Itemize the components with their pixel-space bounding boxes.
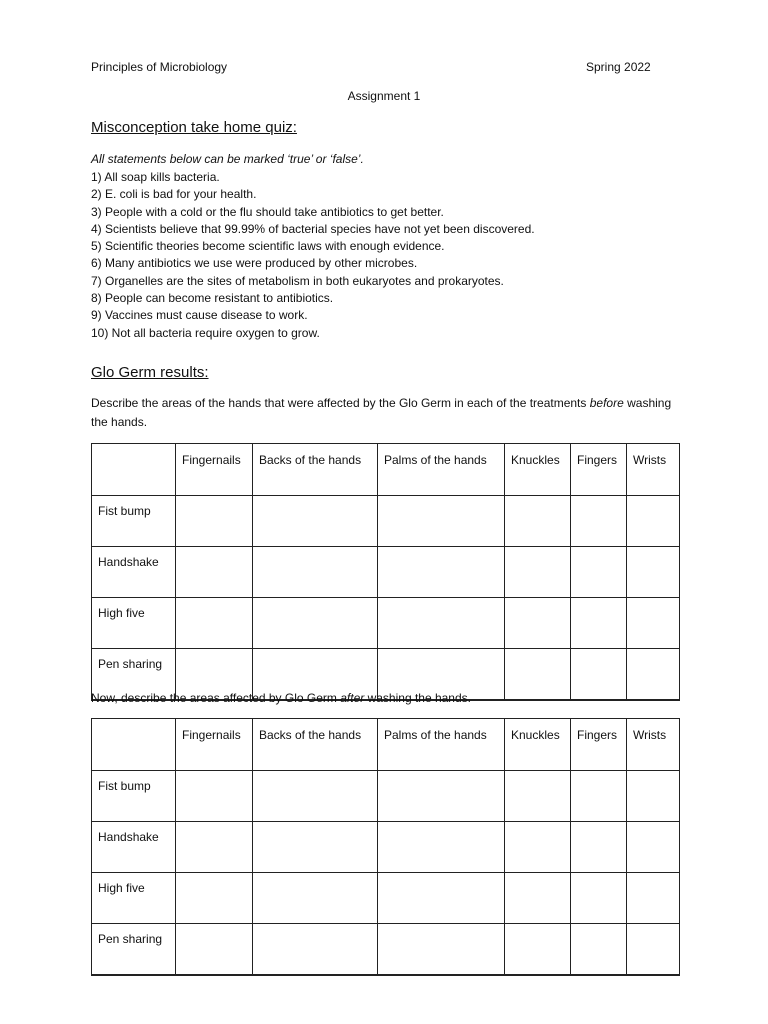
table-row <box>92 598 680 649</box>
answer-cell[interactable] <box>571 924 627 976</box>
column-header: Fingernails <box>176 719 253 771</box>
answer-cell[interactable] <box>253 598 378 649</box>
course-name: Principles of Microbiology <box>91 60 228 74</box>
statement: 1) All soap kills bacteria. <box>91 170 220 184</box>
answer-cell[interactable] <box>627 598 680 649</box>
answer-cell[interactable] <box>253 924 378 976</box>
quiz-intro: All statements below can be marked ‘true’ or ‘false’. <box>91 152 364 166</box>
after-results-table <box>91 718 680 976</box>
table-header-row <box>92 719 680 771</box>
statement: 3) People with a cold or the flu should take antibiotics to get better. <box>91 204 444 219</box>
column-header: Knuckles <box>505 444 571 496</box>
before-instructions <box>91 394 681 432</box>
answer-cell[interactable] <box>378 771 505 822</box>
row-label: High five <box>92 873 176 924</box>
table-row <box>92 822 680 873</box>
answer-cell[interactable] <box>176 924 253 976</box>
answer-cell[interactable] <box>505 924 571 976</box>
column-header: Wrists <box>627 719 680 771</box>
answer-cell[interactable] <box>505 598 571 649</box>
row-label: Handshake <box>92 547 176 598</box>
statement: 6) Many antibiotics we use were produced by other microbes. <box>91 256 418 271</box>
quiz-heading: Misconception take home quiz: <box>91 119 297 136</box>
before-text-part: Describe the areas of the hands that were affected by the Glo Germ in each of the treatments <box>91 396 590 410</box>
after-instructions <box>91 689 681 708</box>
column-header: Fingernails <box>176 444 253 496</box>
answer-cell[interactable] <box>253 496 378 547</box>
answer-cell[interactable] <box>378 822 505 873</box>
answer-cell[interactable] <box>571 547 627 598</box>
row-label: Pen sharing <box>92 924 176 976</box>
answer-cell[interactable] <box>505 496 571 547</box>
answer-cell[interactable] <box>253 873 378 924</box>
answer-cell[interactable] <box>176 547 253 598</box>
answer-cell[interactable] <box>176 822 253 873</box>
after-text-part: washing the hands. <box>364 691 471 705</box>
answer-cell[interactable] <box>378 598 505 649</box>
column-header: Knuckles <box>505 719 571 771</box>
table-row <box>92 547 680 598</box>
answer-cell[interactable] <box>505 822 571 873</box>
row-label: Fist bump <box>92 496 176 547</box>
answer-cell[interactable] <box>505 771 571 822</box>
column-header: Fingers <box>571 719 627 771</box>
answer-cell[interactable] <box>378 496 505 547</box>
before-emphasis: before <box>589 396 624 410</box>
before-results-table <box>91 443 680 701</box>
answer-cell[interactable] <box>253 771 378 822</box>
column-header: Wrists <box>627 444 680 496</box>
statement: 9) Vaccines must cause disease to work. <box>91 308 308 323</box>
answer-cell[interactable] <box>627 771 680 822</box>
glo-germ-heading: Glo Germ results: <box>91 364 209 381</box>
statement: 5) Scientific theories become scientific laws with enough evidence. <box>91 239 445 254</box>
answer-cell[interactable] <box>571 873 627 924</box>
answer-cell[interactable] <box>253 547 378 598</box>
table-row <box>92 924 680 976</box>
answer-cell[interactable] <box>627 496 680 547</box>
answer-cell[interactable] <box>253 822 378 873</box>
table-row <box>92 496 680 547</box>
table-header-row <box>92 444 680 496</box>
term: Spring 2022 <box>586 60 651 74</box>
column-header: Palms of the hands <box>378 444 505 496</box>
row-label: High five <box>92 598 176 649</box>
answer-cell[interactable] <box>571 598 627 649</box>
answer-cell[interactable] <box>378 924 505 976</box>
statement-list <box>91 169 535 342</box>
column-header: Backs of the hands <box>253 719 378 771</box>
statement: 2) E. coli is bad for your health. <box>91 187 257 202</box>
statement: 4) Scientists believe that 99.99% of bacterial species have not yet been discovered. <box>91 221 535 236</box>
corner-cell <box>92 719 176 771</box>
after-emphasis: after <box>340 691 365 705</box>
answer-cell[interactable] <box>176 873 253 924</box>
answer-cell[interactable] <box>505 547 571 598</box>
answer-cell[interactable] <box>627 924 680 976</box>
answer-cell[interactable] <box>378 873 505 924</box>
answer-cell[interactable] <box>627 873 680 924</box>
statement: 10) Not all bacteria require oxygen to grow. <box>91 325 320 340</box>
row-label: Handshake <box>92 822 176 873</box>
answer-cell[interactable] <box>378 547 505 598</box>
answer-cell[interactable] <box>176 771 253 822</box>
answer-cell[interactable] <box>627 547 680 598</box>
answer-cell[interactable] <box>571 496 627 547</box>
answer-cell[interactable] <box>627 822 680 873</box>
column-header: Palms of the hands <box>378 719 505 771</box>
answer-cell[interactable] <box>176 496 253 547</box>
assignment-title: Assignment 1 <box>347 89 421 103</box>
row-label: Pen sharing <box>92 649 176 701</box>
corner-cell <box>92 444 176 496</box>
table-row <box>92 873 680 924</box>
after-text-part: Now, describe the areas affected by Glo Germ <box>91 691 341 705</box>
statement: 7) Organelles are the sites of metabolism in both eukaryotes and prokaryotes. <box>91 273 504 288</box>
row-label: Fist bump <box>92 771 176 822</box>
answer-cell[interactable] <box>176 598 253 649</box>
answer-cell[interactable] <box>571 771 627 822</box>
answer-cell[interactable] <box>505 873 571 924</box>
column-header: Fingers <box>571 444 627 496</box>
answer-cell[interactable] <box>571 822 627 873</box>
statement: 8) People can become resistant to antibiotics. <box>91 291 334 306</box>
column-header: Backs of the hands <box>253 444 378 496</box>
table-row <box>92 771 680 822</box>
before-text-part: washing the hands. <box>91 396 672 429</box>
